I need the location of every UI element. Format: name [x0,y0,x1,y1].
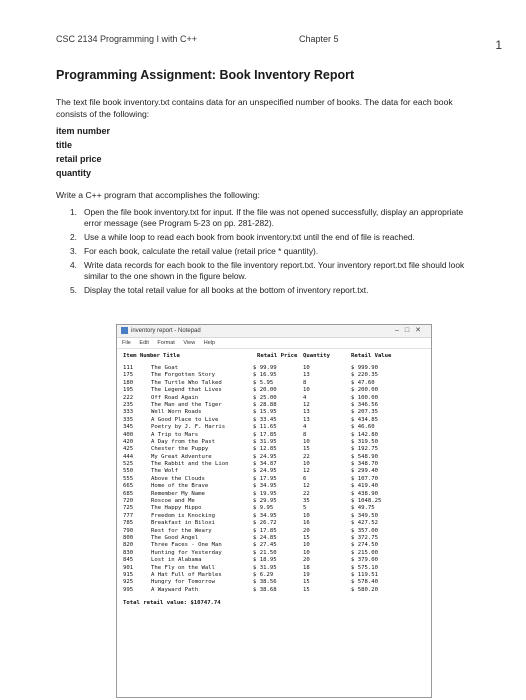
row-retail-value: $ 379.00 [351,557,378,564]
step-item [70,285,470,296]
report-row [123,432,431,439]
row-retail-price: $ 9.95 [253,505,274,512]
row-quantity: 15 [303,534,310,541]
row-title: The Fly on the Wall [151,564,215,571]
step-text: Display the total retail value for all books at the bottom of inventory report.txt. [84,285,369,295]
row-title: The Rabbit and the Lion [151,461,229,468]
row-retail-value: $ 346.56 [351,401,378,408]
row-quantity: 15 [303,586,310,593]
menu-file[interactable]: File [122,340,131,346]
row-item-number: 180 [123,379,134,386]
row-retail-value: $ 434.85 [351,416,378,423]
row-item-number: 425 [123,446,134,453]
row-item-number: 444 [123,453,134,460]
row-retail-price: $ 21.50 [253,549,277,556]
step-text: Use a while loop to read each book from book inventory.txt until the end of file is reached. [84,232,415,242]
row-title: Breakfast in Biloxi [151,520,215,527]
row-retail-price: $ 11.65 [253,424,277,431]
step-number: 5. [70,285,77,295]
row-retail-value: $ 427.52 [351,520,378,527]
row-retail-price: $ 34.95 [253,512,277,519]
row-item-number: 665 [123,483,134,490]
row-item-number: 525 [123,461,134,468]
row-title: Well Worn Roads [151,409,202,416]
step-item [70,207,470,229]
row-quantity: 20 [303,557,310,564]
menu-edit[interactable]: Edit [139,340,149,346]
row-title: Off Road Again [151,394,199,401]
report-row [123,565,431,572]
row-title: A Trip to Mars [151,431,199,438]
row-item-number: 550 [123,468,134,475]
report-row [123,513,431,520]
row-retail-value: $ 299.40 [351,468,378,475]
menu-help[interactable]: Help [203,340,216,346]
report-row [123,402,431,409]
report-row [123,461,431,468]
step-list [70,207,470,299]
step-text: Open the file book inventory.txt for input. If the file was not opened successfully, display an appropriate error message (see Program 5-23 on pp. 281-282). [84,207,464,228]
row-title: A Good Place to Live [151,416,219,423]
report-row [123,476,431,483]
col-header-retail-price: Retail Price [257,353,298,359]
row-item-number: 335 [123,416,134,423]
row-retail-value: $ 999.90 [351,365,378,371]
row-retail-price: $ 17.95 [253,475,277,482]
report-row [123,380,431,387]
row-title: A Hat Full of Marbles [151,571,222,578]
notepad-content[interactable] [117,349,431,608]
row-retail-value: $ 348.70 [351,461,378,468]
row-quantity: 8 [303,379,307,386]
step-text: For each book, calculate the retail value (retail price * quantity). [84,246,319,256]
row-quantity: 19 [303,571,310,578]
report-row [123,372,431,379]
row-quantity: 18 [303,564,310,571]
row-title: Rest for the Weary [151,527,212,534]
row-item-number: 915 [123,571,134,578]
row-quantity: 5 [303,505,307,512]
row-retail-value: $ 372.75 [351,534,378,541]
row-retail-price: $ 31.95 [253,438,277,445]
row-retail-price: $ 38.68 [253,586,277,593]
row-retail-price: $ 31.95 [253,564,277,571]
chapter-label: Chapter 5 [299,34,339,44]
row-title: Remember My Name [151,490,205,497]
row-retail-value: $ 349.50 [351,512,378,519]
row-retail-value: $ 580.20 [351,586,378,593]
menu-view[interactable]: View [183,340,196,346]
row-quantity: 15 [303,579,310,586]
field-item: quantity [56,168,91,178]
minimize-icon[interactable]: – [394,327,405,334]
row-item-number: 555 [123,475,134,482]
step-number: 1. [70,207,77,217]
row-retail-value: $ 192.75 [351,446,378,453]
row-item-number: 785 [123,520,134,527]
course-name: CSC 2134 Programming I with C++ [56,34,198,44]
row-title: Chester the Puppy [151,446,209,453]
row-quantity: 35 [303,498,310,505]
row-retail-price: $ 34.87 [253,461,277,468]
row-retail-value: $ 438.90 [351,490,378,497]
row-quantity: 10 [303,549,310,556]
notepad-titlebar[interactable] [117,325,431,338]
row-quantity: 16 [303,520,310,527]
row-retail-value: $ 215.00 [351,549,378,556]
row-retail-value: $ 49.75 [351,505,375,512]
row-quantity: 4 [303,394,307,401]
row-retail-value: $ 200.00 [351,387,378,394]
page-number: 1 [495,38,502,52]
col-header-item-number: Item Number [123,353,161,359]
row-quantity: 20 [303,527,310,534]
step-number: 3. [70,246,77,256]
row-title: Poetry by J. F. Harris [151,424,226,431]
row-item-number: 995 [123,586,134,593]
report-header [123,353,431,365]
row-title: Above the Clouds [151,475,205,482]
row-retail-value: $ 119.51 [351,571,378,578]
report-row [123,468,431,475]
row-title: A Wayward Path [151,586,199,593]
row-quantity: 10 [303,438,310,445]
row-retail-price: $ 20.00 [253,387,277,394]
row-quantity: 22 [303,490,310,497]
row-retail-price: $ 34.95 [253,483,277,490]
row-item-number: 925 [123,579,134,586]
report-row [123,454,431,461]
row-title: The Good Angel [151,534,199,541]
row-retail-value: $ 575.10 [351,564,378,571]
notepad-menu [117,338,431,349]
field-item: title [56,140,73,150]
row-retail-value: $ 319.50 [351,438,378,445]
row-title: Three Faces - One Man [151,542,222,549]
report-row [123,395,431,402]
row-retail-value: $ 100.00 [351,394,378,401]
row-quantity: 13 [303,372,310,379]
row-quantity: 22 [303,453,310,460]
row-quantity: 12 [303,483,310,490]
row-retail-value: $ 357.00 [351,527,378,534]
notepad-window [116,324,432,698]
report-row [123,505,431,512]
row-item-number: 845 [123,557,134,564]
report-row [123,557,431,564]
menu-format[interactable]: Format [157,340,175,346]
row-item-number: 800 [123,534,134,541]
report-row [123,424,431,431]
row-quantity: 6 [303,475,307,482]
field-list [56,124,110,180]
intro-paragraph: The text file book inventory.txt contains data for an unspecified number of books. The data for each book consists of the following: [56,97,453,119]
row-retail-value: $ 548.90 [351,453,378,460]
row-item-number: 820 [123,542,134,549]
row-item-number: 235 [123,401,134,408]
page-header [56,34,512,50]
step-number: 2. [70,232,77,242]
row-retail-value: $ 578.40 [351,579,378,586]
row-retail-value: $ 47.60 [351,379,375,386]
report-row [123,491,431,498]
step-number: 4. [70,260,77,270]
row-title: The Happy Hippo [151,505,202,512]
row-retail-price: $ 16.95 [253,372,277,379]
maximize-icon[interactable]: □ [404,327,416,334]
page-title: Programming Assignment: Book Inventory Report [56,68,355,82]
row-item-number: 195 [123,387,134,394]
row-title: The Man and the Tiger [151,401,222,408]
task-statement: Write a C++ program that accomplishes the following: [56,190,260,200]
row-item-number: 222 [123,394,134,401]
step-text: Write data records for each book to the file inventory report.txt. Your inventory report.txt file should look similar to the one shown in the figure below. [84,260,465,281]
row-quantity: 10 [303,365,310,371]
row-retail-value: $ 1048.25 [351,498,382,505]
step-item [70,232,470,243]
row-item-number: 175 [123,372,134,379]
notepad-title: inventory report - Notepad [131,328,201,334]
row-title: Roscoe and Me [151,498,195,505]
report-row [123,498,431,505]
row-retail-price: $ 15.95 [253,409,277,416]
row-title: The Goat [151,365,178,371]
row-item-number: 345 [123,424,134,431]
report-rows [123,365,431,594]
row-item-number: 790 [123,527,134,534]
row-retail-price: $ 33.45 [253,416,277,423]
row-quantity: 12 [303,468,310,475]
row-item-number: 333 [123,409,134,416]
row-quantity: 13 [303,409,310,416]
row-item-number: 111 [123,365,134,371]
row-retail-price: $ 17.85 [253,431,277,438]
row-item-number: 420 [123,438,134,445]
row-quantity: 10 [303,512,310,519]
row-item-number: 725 [123,505,134,512]
row-retail-price: $ 99.99 [253,365,277,371]
row-title: Lost in Alabama [151,557,202,564]
row-item-number: 685 [123,490,134,497]
row-item-number: 901 [123,564,134,571]
col-header-retail-value: Retail Value [351,353,392,359]
report-row [123,587,431,594]
report-row [123,542,431,549]
row-retail-price: $ 27.45 [253,542,277,549]
row-retail-price: $ 5.95 [253,379,274,386]
close-icon[interactable]: ✕ [415,327,427,334]
row-item-number: 830 [123,549,134,556]
window-controls [395,325,427,337]
row-quantity: 13 [303,416,310,423]
report-row [123,550,431,557]
row-quantity: 10 [303,542,310,549]
row-title: The Forgotten Story [151,372,215,379]
row-retail-price: $ 24.85 [253,534,277,541]
report-row [123,446,431,453]
row-retail-price: $ 28.88 [253,401,277,408]
row-retail-price: $ 12.85 [253,446,277,453]
row-title: Freedom is Knocking [151,512,215,519]
row-retail-price: $ 26.72 [253,520,277,527]
report-row [123,535,431,542]
row-quantity: 8 [303,431,307,438]
row-retail-price: $ 17.85 [253,527,277,534]
row-title: My Great Adventure [151,453,212,460]
report-row [123,579,431,586]
row-title: Home of the Brave [151,483,209,490]
row-retail-value: $ 46.60 [351,424,375,431]
row-item-number: 720 [123,498,134,505]
row-item-number: 777 [123,512,134,519]
row-retail-value: $ 419.40 [351,483,378,490]
step-item [70,246,470,257]
report-row [123,572,431,579]
row-retail-value: $ 220.35 [351,372,378,379]
row-retail-price: $ 25.00 [253,394,277,401]
row-retail-price: $ 29.95 [253,498,277,505]
row-title: The Turtle Who Talked [151,379,222,386]
row-quantity: 12 [303,401,310,408]
report-row [123,417,431,424]
row-retail-price: $ 24.95 [253,468,277,475]
field-item: item number [56,126,111,136]
row-retail-value: $ 274.50 [351,542,378,549]
row-title: A Day from the Past [151,438,215,445]
row-retail-value: $ 207.35 [351,409,378,416]
row-retail-value: $ 142.80 [351,431,378,438]
row-title: Hunting for Yesterday [151,549,222,556]
row-retail-price: $ 18.95 [253,557,277,564]
report-row [123,439,431,446]
report-row [123,520,431,527]
report-row [123,409,431,416]
col-header-title: Title [163,353,180,359]
row-quantity: 10 [303,387,310,394]
row-quantity: 15 [303,446,310,453]
report-row [123,365,431,372]
row-title: Hungry for Tomorrow [151,579,215,586]
row-item-number: 400 [123,431,134,438]
row-quantity: 4 [303,424,307,431]
row-retail-price: $ 6.29 [253,571,274,578]
step-item [70,260,470,282]
report-row [123,528,431,535]
notepad-icon [121,327,128,334]
report-row [123,483,431,490]
row-title: The Wolf [151,468,178,475]
row-retail-price: $ 24.95 [253,453,277,460]
report-row [123,387,431,394]
col-header-quantity: Quantity [303,353,330,359]
row-retail-price: $ 38.56 [253,579,277,586]
row-quantity: 10 [303,461,310,468]
row-title: The Legend that Lives [151,387,222,394]
row-retail-price: $ 19.95 [253,490,277,497]
row-retail-value: $ 107.70 [351,475,378,482]
field-item: retail price [56,154,102,164]
total-retail-value: Total retail value: $10747.74 [123,600,221,607]
